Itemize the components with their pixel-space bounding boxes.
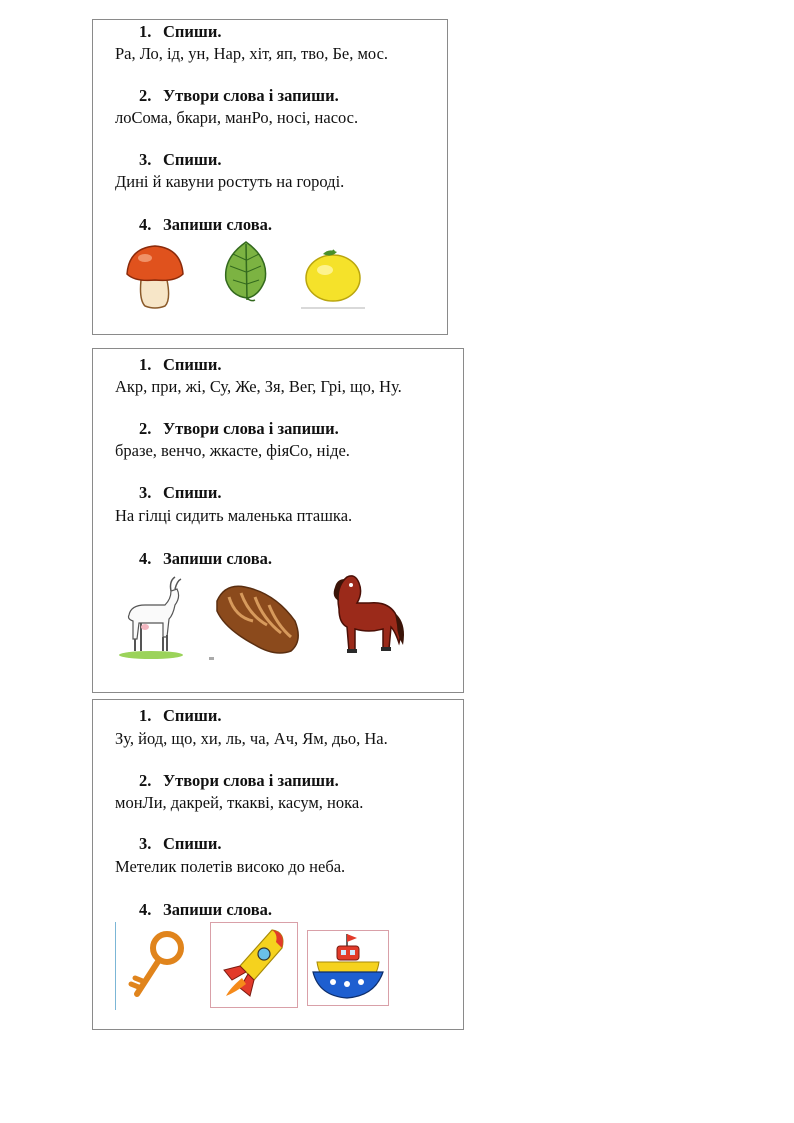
task-title: 3. Спиши. [139, 834, 222, 853]
task-text: На гілці сидить маленька пташка. [115, 506, 353, 525]
task-text: монЛи, дакрей, ткакві, касум, нока. [115, 793, 364, 812]
task-title: 2. Утвори слова і запиши. [139, 771, 339, 790]
task-text: Акр, при, жі, Су, Же, Зя, Вег, Грі, що, Ну. [115, 377, 402, 396]
exercise-card-2 [92, 348, 464, 693]
task-text: Метелик полетів високо до неба. [115, 857, 346, 876]
task-title: 1. Спиши. [139, 355, 222, 374]
task-text: лоСома, бкари, манРо, носі, насос. [115, 108, 359, 127]
task-text: бразе, венчо, жкасте, фіяСо, ніде. [115, 441, 350, 460]
task-text: Дині й кавуни ростуть на городі. [115, 172, 345, 191]
task-title: 1. Спиши. [139, 706, 222, 725]
exercise-card-3 [92, 699, 464, 1030]
goat-icon [119, 575, 185, 659]
task-title: 4. Запиши слова. [139, 549, 273, 568]
task-title: 2. Утвори слова і запиши. [139, 419, 339, 438]
task-title: 2. Утвори слова і запиши. [139, 86, 339, 105]
ship-icon [307, 930, 389, 1006]
lemon-icon [301, 246, 365, 310]
leaf-icon [221, 240, 271, 302]
bread-icon [205, 571, 305, 663]
mushroom-icon [123, 240, 187, 310]
task-title: 4. Запиши слова. [139, 900, 273, 919]
task-title: 3. Спиши. [139, 150, 222, 169]
exercise-card-1 [92, 19, 448, 335]
task-title: 1. Спиши. [139, 22, 222, 41]
task-title: 4. Запиши слова. [139, 215, 273, 234]
horse-icon [309, 569, 409, 663]
key-icon [115, 922, 195, 1010]
task-text: Ра, Ло, ід, ун, Нар, хіт, яп, тво, Бе, мос. [115, 44, 389, 63]
rocket-icon [210, 922, 298, 1008]
task-text: Зу, йод, що, хи, ль, ча, Ач, Ям, дьо, На. [115, 729, 388, 748]
task-title: 3. Спиши. [139, 483, 222, 502]
